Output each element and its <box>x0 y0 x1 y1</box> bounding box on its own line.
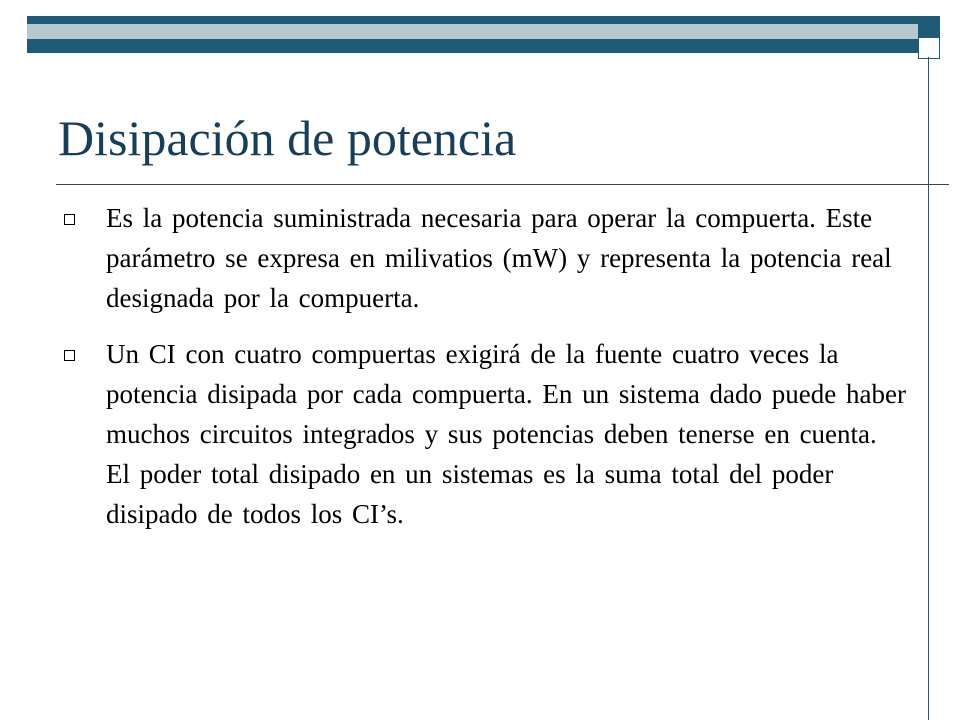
bullet-item-1 <box>58 198 908 318</box>
right-accent-line <box>928 57 929 720</box>
bullet-text-2: Un CI con cuatro compuertas exigirá de la fuente cuatro veces la potencia disipada por cada compuerta. En un sistema dado puede haber muchos circuitos integrados y sus potencias deben tenerse en cuenta. El poder total disipado en un sistemas es la suma total del poder disipado de todos los CI’s. <box>106 339 906 529</box>
title-divider <box>56 184 949 185</box>
corner-square-outline <box>918 37 940 59</box>
header-band-highlight <box>27 24 918 39</box>
bullet-list <box>58 198 908 550</box>
bullet-text-1: Es la potencia suministrada necesaria para operar la compuerta. Este parámetro se expresa en milivatios (mW) y representa la potencia real designada por la compuerta. <box>106 203 892 313</box>
hollow-square-bullet-icon <box>64 214 75 225</box>
corner-square-filled <box>918 16 940 38</box>
slide-title: Disipación de potencia <box>58 110 517 166</box>
hollow-square-bullet-icon <box>64 350 75 361</box>
bullet-item-2 <box>58 334 908 534</box>
